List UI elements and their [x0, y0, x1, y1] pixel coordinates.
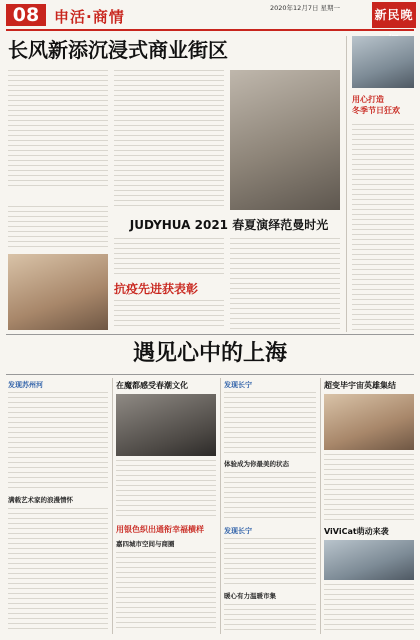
photo-winter-festival: [352, 36, 414, 88]
bottom-body-col4b: [324, 584, 414, 632]
banner-rule-bottom: [6, 374, 414, 375]
col3-sub2: 发现长宁: [224, 527, 252, 535]
col4-sub1: ViViCat萌动来袭: [324, 527, 389, 536]
photo-culture-event: [116, 394, 216, 456]
bottom-body-col1a: [8, 392, 108, 492]
article-body-col2c: [114, 300, 224, 330]
anti-epidemic-headline: 抗疫先进获表彰: [114, 282, 199, 296]
banner-rule-top: [6, 334, 414, 335]
dateline: [270, 4, 340, 13]
page-number: 08: [6, 4, 46, 26]
masthead: [0, 0, 420, 30]
article-body-col3: [230, 238, 340, 330]
mid-sub-headline-2: 嘉四城市空间与商圈: [116, 540, 175, 548]
article-body-side: [352, 124, 414, 330]
col1-subhead-marker: [8, 194, 108, 203]
divider-right-panel: [346, 36, 347, 332]
photo-vivicat: [324, 540, 414, 580]
section-name: 申活·商情: [54, 8, 125, 26]
col4-title: 超变毕宇宙英雄集结: [324, 381, 396, 390]
masthead-rule: [6, 29, 414, 31]
photo-store-interior: [8, 254, 108, 330]
dateline-date: 2020年12月7日 星期一: [270, 4, 341, 12]
col1-title: 发现苏州河: [8, 381, 43, 389]
divider-b1: [112, 378, 113, 634]
bottom-body-col3d: [224, 604, 316, 632]
section-banner: 遇见心中的上海: [132, 341, 287, 366]
bottom-body-col1b: [8, 508, 108, 632]
bottom-body-col4a: [324, 454, 414, 522]
bottom-body-col3a: [224, 392, 316, 456]
bottom-body-col2a: [116, 460, 216, 520]
col2-title: 在魔都感受春潮文化: [116, 381, 188, 390]
article-body-col1b: [8, 206, 108, 250]
article-body-col1a: [8, 70, 108, 190]
col3-sub3: 暖心有力温暖市集: [224, 592, 276, 600]
article-body-col2b: [114, 238, 224, 278]
divider-b3: [320, 378, 321, 634]
side-headline: 用心打造 冬季节日狂欢: [352, 95, 400, 115]
col1-sub1: 满载艺术家的浪漫情怀: [8, 496, 73, 504]
photo-shopping-street: [230, 70, 340, 210]
bottom-body-col2b: [116, 552, 216, 632]
col3-sub1: 体验成为你最美的状态: [224, 460, 289, 468]
photo-hero-gathering: [324, 394, 414, 450]
main-headline: 长风新添沉浸式商业街区: [8, 38, 228, 62]
mid-sub-headline: 用银色织出通衔幸福横样: [116, 525, 204, 534]
col3-title: 发现长宁: [224, 381, 252, 389]
article-body-col2a: [114, 70, 224, 210]
newspaper-logo: 新民晚: [372, 2, 416, 28]
bottom-body-col3c: [224, 538, 316, 588]
judyhua-headline: JUDYHUA 2021 春夏演绎范曼时光: [129, 218, 329, 232]
divider-b2: [220, 378, 221, 634]
bottom-body-col3b: [224, 472, 316, 522]
